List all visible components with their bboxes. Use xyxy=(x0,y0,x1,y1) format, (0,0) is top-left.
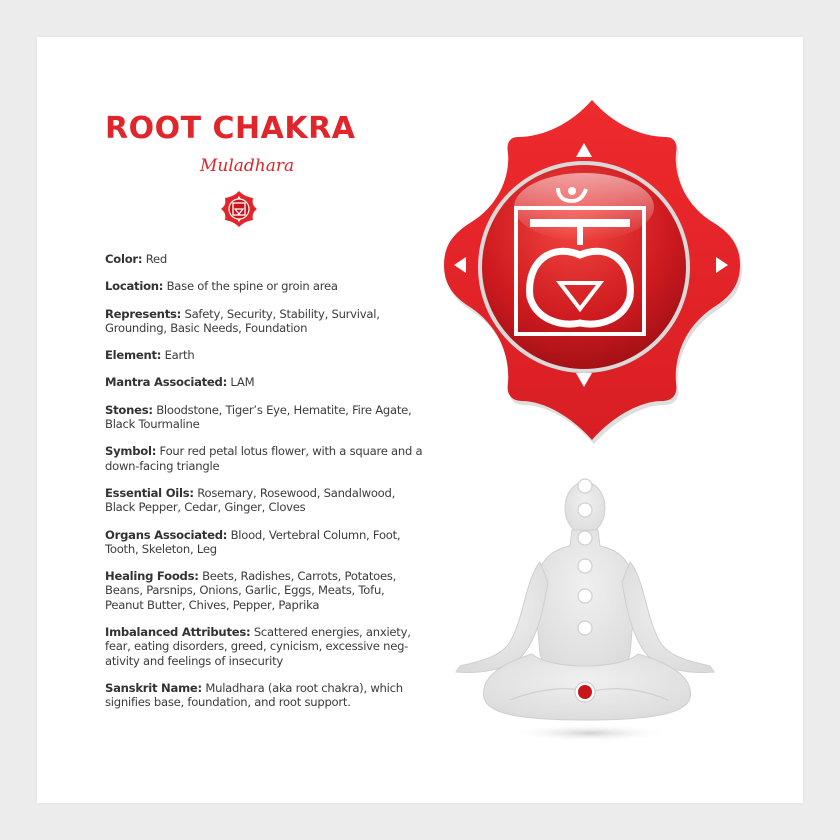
attribute-label: Imbalanced Attributes: xyxy=(105,625,251,640)
attribute-label: Symbol: xyxy=(105,444,157,459)
attribute-healing-foods xyxy=(105,569,425,612)
attribute-value: Scattered energies, anxiety, fear, eating disorders, greed, cynicism, excessive neg-ativity and feelings of insecurity xyxy=(105,625,411,668)
attribute-value: Rosemary, Rosewood, Sandalwood, Black Pepper, Cedar, Ginger, Cloves xyxy=(105,485,396,515)
attribute-location xyxy=(105,279,425,293)
attribute-value: LAM xyxy=(226,375,255,390)
root-chakra-icon xyxy=(220,190,258,228)
attribute-value: Earth xyxy=(161,348,195,363)
attribute-organs xyxy=(105,528,425,557)
attributes-list xyxy=(105,252,425,723)
attribute-sanskrit-name xyxy=(105,681,425,710)
attribute-value: Beets, Radishes, Carrots, Potatoes, Beans, Parsnips, Onions, Garlic, Eggs, Meats, Tofu, Peanut Butter, Chives, Pepper, Paprika xyxy=(105,569,397,612)
attribute-label: Mantra Associated: xyxy=(105,375,227,390)
attribute-value: Red xyxy=(142,252,167,266)
attribute-label: Essential Oils: xyxy=(105,485,194,500)
attribute-element xyxy=(105,348,425,362)
attribute-color xyxy=(105,252,425,266)
attribute-value: Bloodstone, Tiger’s Eye, Hematite, Fire Agate, Black Tourmaline xyxy=(105,402,412,432)
attribute-value: Base of the spine or groin area xyxy=(163,279,338,294)
attribute-label: Color: xyxy=(105,252,143,266)
meditating-figure-illustration xyxy=(440,478,740,748)
attribute-label: Element: xyxy=(105,348,162,363)
attribute-label: Organs Associated: xyxy=(105,527,228,542)
attribute-label: Healing Foods: xyxy=(105,569,199,584)
attribute-represents xyxy=(105,307,425,336)
attribute-label: Location: xyxy=(105,279,164,294)
attribute-value: Muladhara (aka root chakra), which signifies base, foundation, and root support. xyxy=(105,680,403,710)
attribute-value: Safety, Security, Stability, Survival, Grounding, Basic Needs, Foundation xyxy=(105,306,380,335)
attribute-label: Stones: xyxy=(105,402,153,417)
attribute-mantra xyxy=(105,375,425,389)
attribute-label: Sanskrit Name: xyxy=(105,680,202,695)
attribute-symbol xyxy=(105,444,425,473)
root-chakra-lotus-symbol xyxy=(440,95,744,445)
attribute-essential-oils xyxy=(105,486,425,515)
page-title: ROOT CHAKRA xyxy=(105,111,356,146)
attribute-stones xyxy=(105,403,425,432)
attribute-label: Represents: xyxy=(105,306,182,321)
attribute-value: Four red petal lotus flower, with a square and a down-facing triangle xyxy=(105,444,423,473)
attribute-imbalanced xyxy=(105,625,425,668)
attribute-value: Blood, Vertebral Column, Foot, Tooth, Skeleton, Leg xyxy=(105,527,401,556)
page-subtitle: Muladhara xyxy=(200,156,295,176)
